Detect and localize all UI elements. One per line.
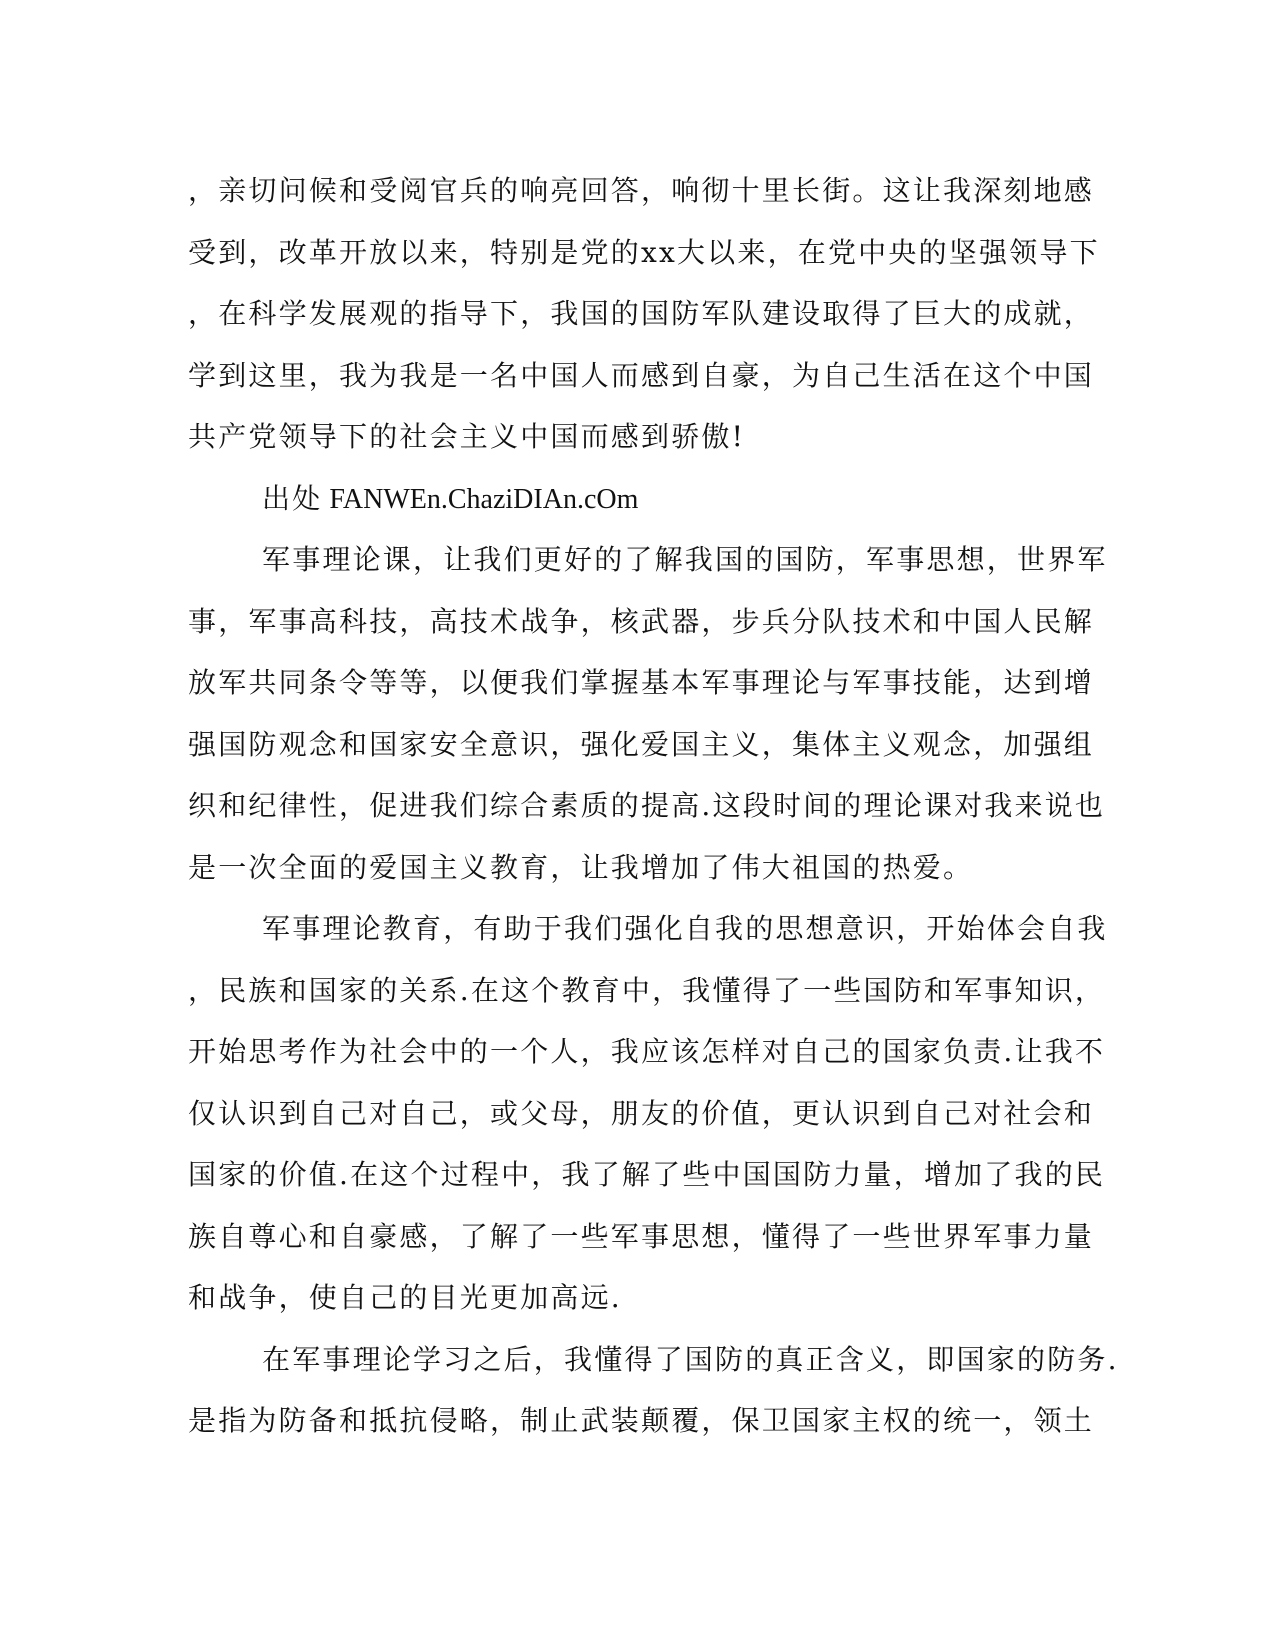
text-line-19: 和战争，使自己的目光更加高远. [188, 1281, 622, 1314]
source-label: 出处 [262, 481, 323, 515]
text-line-14: ，民族和国家的关系.在这个教育中，我懂得了一些国防和军事知识， [188, 973, 1106, 1007]
text-line-12: 是一次全面的爱国主义教育，让我增加了伟大祖国的热爱。 [188, 850, 974, 884]
text-line-5: 共产党领导下的社会主义中国而感到骄傲! [188, 420, 746, 453]
text-line-20: 在军事理论学习之后，我懂得了国防的真正含义，即国家的防务. [262, 1342, 1119, 1376]
text-line-11: 织和纪律性，促进我们综合素质的提高.这段时间的理论课对我来说也 [188, 789, 1106, 822]
source-url: FANWEn.ChaziDIAn.cOm [322, 483, 639, 515]
text-line-18: 族自尊心和自豪感，了解了一些军事思想，懂得了一些世界军事力量 [188, 1219, 1095, 1253]
text-line-17: 国家的价值.在这个过程中，我了解了些中国国防力量，增加了我的民 [188, 1158, 1106, 1191]
text-line-4: 学到这里，我为我是一名中国人而感到自豪，为自己生活在这个中国 [188, 358, 1095, 392]
text-line-7: 军事理论课，让我们更好的了解我国的国防，军事思想，世界军 [262, 543, 1108, 576]
text-line-16: 仅认识到自己对自己，或父母，朋友的价值，更认识到自己对社会和 [188, 1096, 1095, 1130]
text-line-3: ，在科学发展观的指导下，我国的国防军队建设取得了巨大的成就， [188, 297, 1095, 330]
body-text [188, 160, 1119, 1452]
text-line-9: 放军共同条令等等，以便我们掌握基本军事理论与军事技能，达到增 [188, 666, 1095, 699]
source-line [188, 468, 1088, 530]
text-line-15: 开始思考作为社会中的一个人，我应该怎样对自己的国家负责.让我不 [188, 1035, 1106, 1068]
text-line-8: 事，军事高科技，高技术战争，核武器，步兵分队技术和中国人民解 [188, 604, 1095, 638]
text-line-13: 军事理论教育，有助于我们强化自我的思想意识，开始体会自我 [262, 912, 1108, 945]
text-line-2: 受到，改革开放以来，特别是党的xx大以来，在党中央的坚强领导下 [188, 235, 1100, 269]
text-line-10: 强国防观念和国家安全意识，强化爱国主义，集体主义观念，加强组 [188, 727, 1095, 761]
text-line-1: ，亲切问候和受阅官兵的响亮回答，响彻十里长街。这让我深刻地感 [188, 174, 1095, 207]
text-line-21: 是指为防备和抵抗侵略，制止武装颠覆，保卫国家主权的统一，领土 [188, 1404, 1095, 1437]
